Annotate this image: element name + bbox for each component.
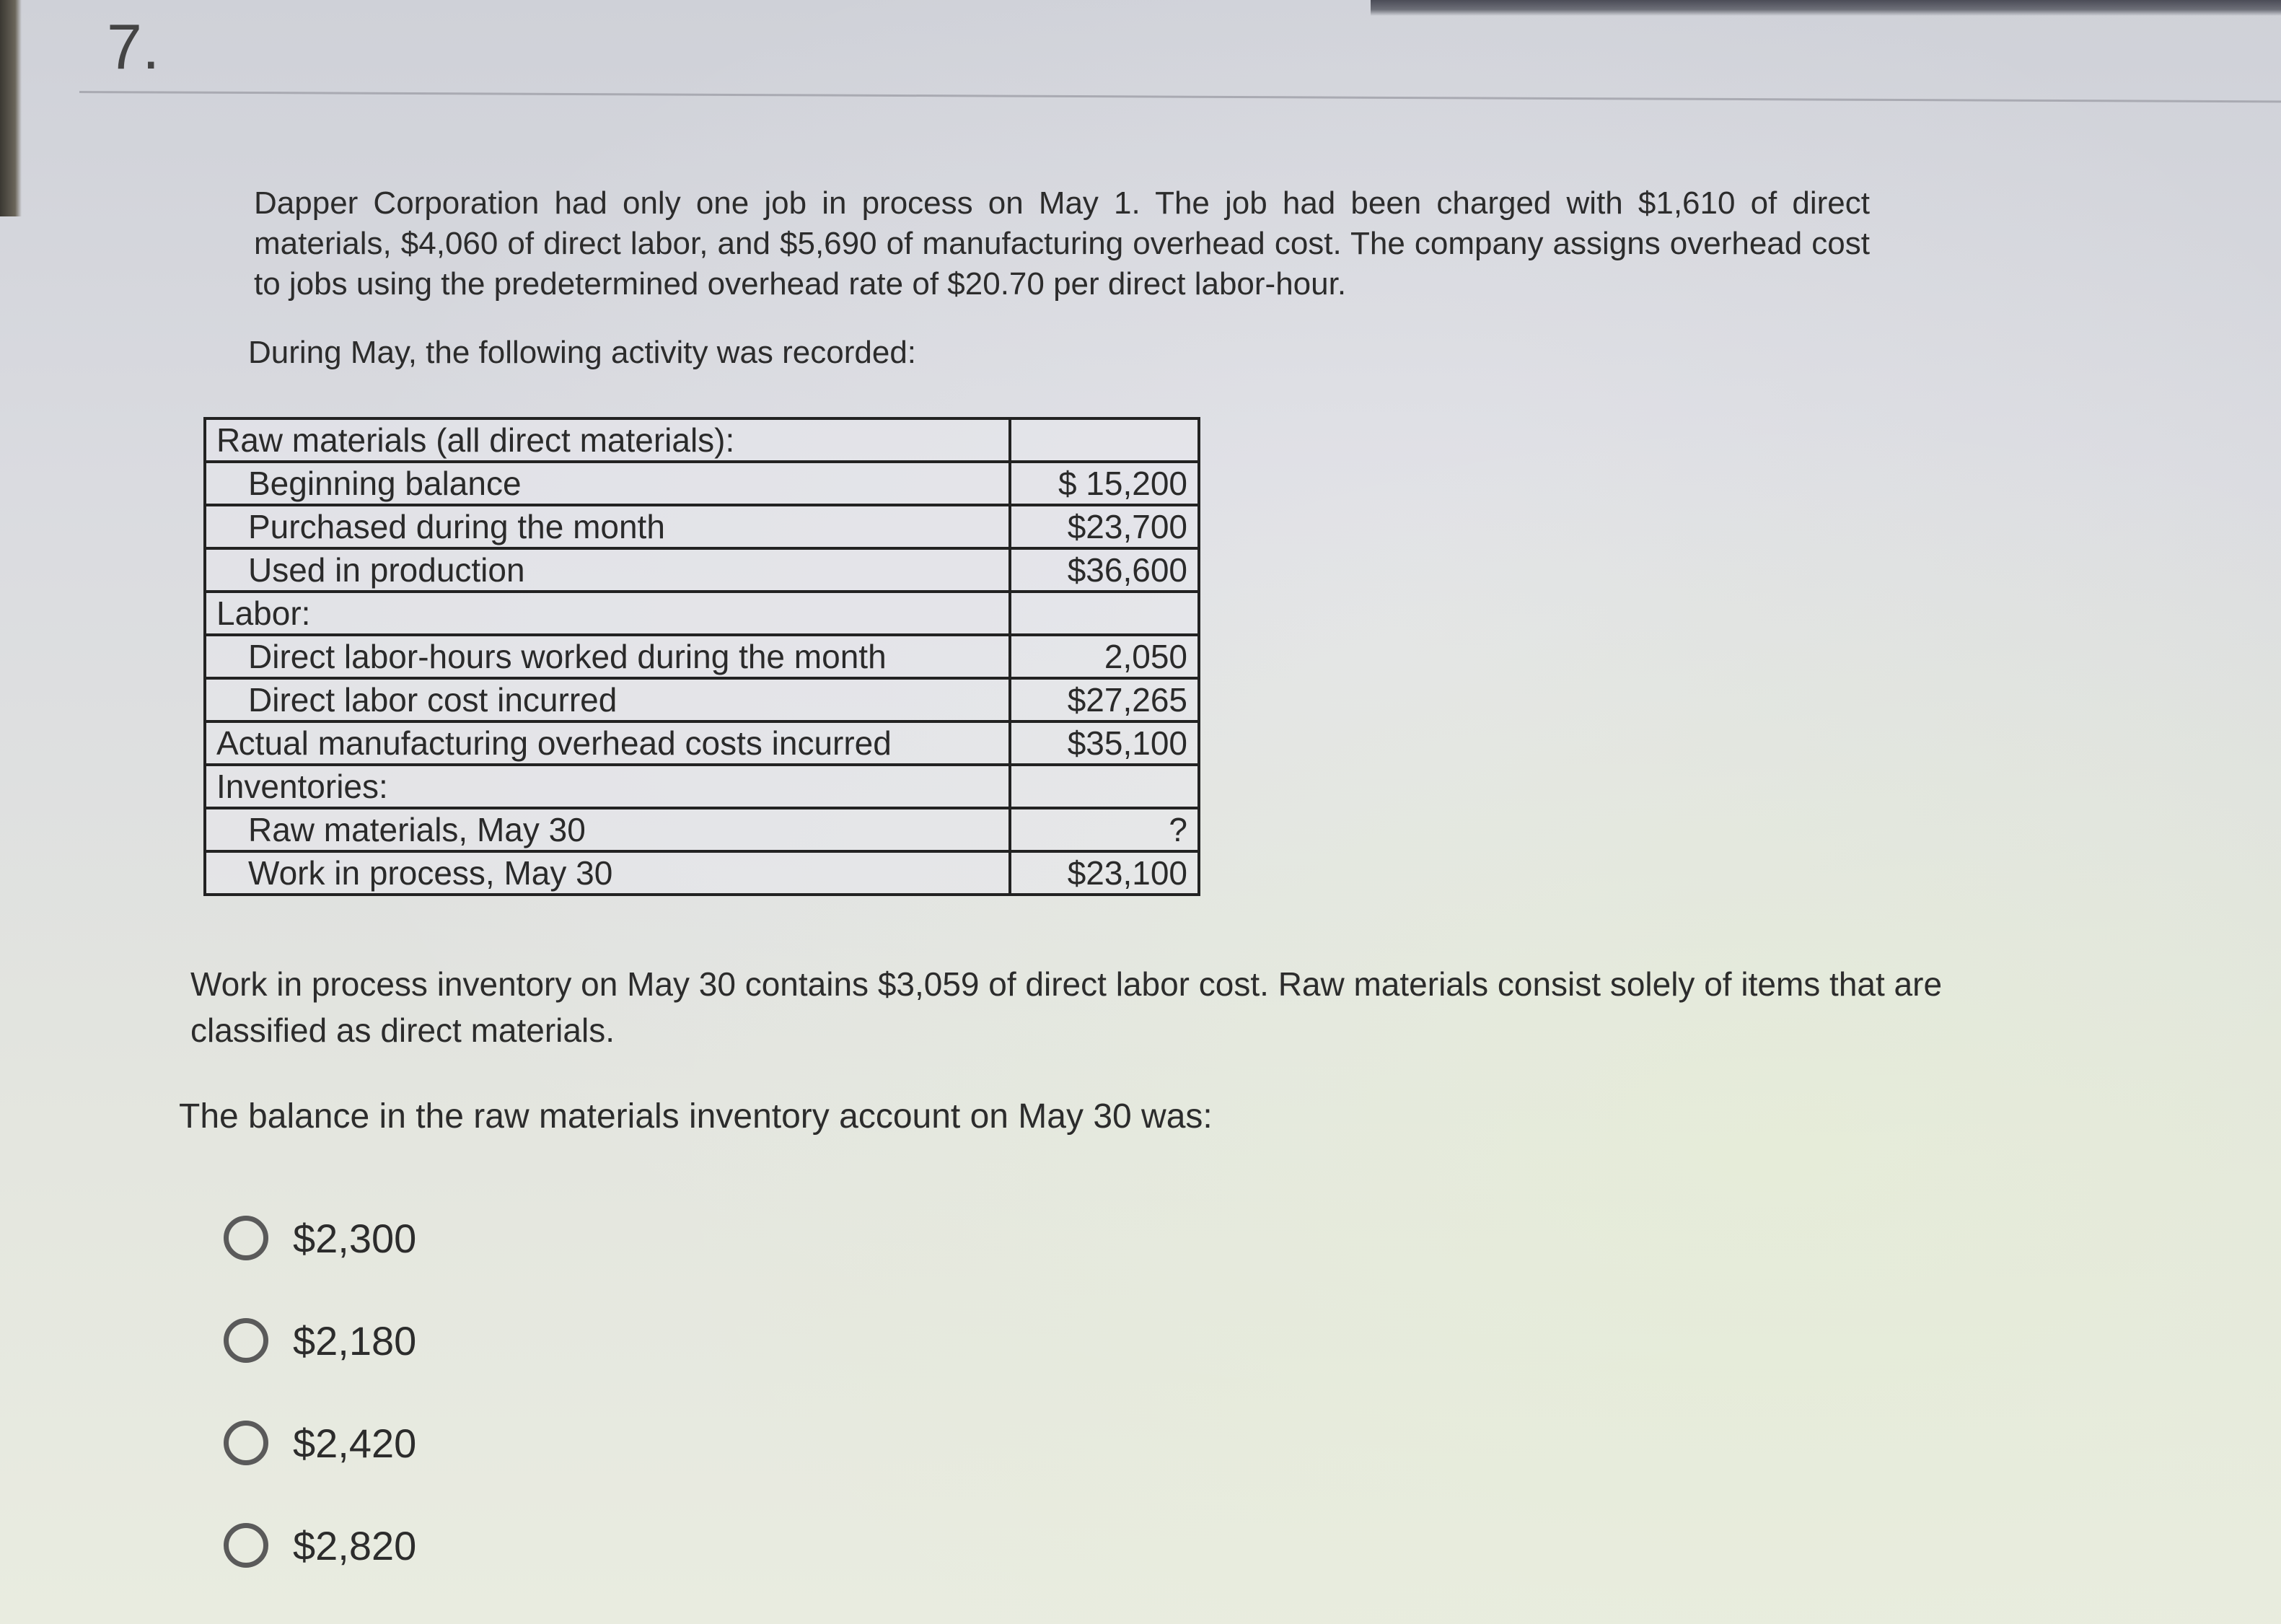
option-label[interactable]: $2,420: [293, 1420, 417, 1466]
row-value: ?: [1010, 808, 1199, 851]
activity-lead: During May, the following activity was recorded:: [248, 335, 917, 370]
table-row: [205, 678, 1199, 721]
row-label: Direct labor-hours worked during the month: [205, 635, 1010, 678]
row-value: [1010, 418, 1199, 462]
radio-button[interactable]: [224, 1318, 268, 1363]
row-label: Purchased during the month: [205, 505, 1010, 548]
table-row: [205, 548, 1199, 592]
answer-option[interactable]: [224, 1417, 416, 1469]
header-divider: [79, 91, 2281, 102]
row-value: 2,050: [1010, 635, 1199, 678]
table-row: [205, 851, 1199, 895]
question-note: Work in process inventory on May 30 contains $3,059 of direct labor cost. Raw materials consist solely of items that are classified as direct materials.: [190, 965, 1943, 1049]
answer-option[interactable]: [224, 1314, 416, 1366]
option-label[interactable]: $2,820: [293, 1522, 417, 1568]
radio-button[interactable]: [224, 1421, 268, 1465]
answer-option[interactable]: [224, 1212, 416, 1264]
screen-bezel-top: [1371, 0, 2281, 16]
row-label: Beginning balance: [205, 462, 1010, 505]
row-value: [1010, 765, 1199, 808]
answer-options: [224, 1212, 416, 1622]
table-row: [205, 765, 1199, 808]
question-number: 7.: [107, 11, 160, 82]
table-row: [205, 505, 1199, 548]
row-value: [1010, 592, 1199, 635]
row-value: $36,600: [1010, 548, 1199, 592]
row-label: Labor:: [205, 592, 1010, 635]
table-row: [205, 462, 1199, 505]
table-row: [205, 808, 1199, 851]
row-label: Raw materials (all direct materials):: [205, 418, 1010, 462]
question-intro: Dapper Corporation had only one job in process on May 1. The job had been charged with $1,610 of direct materials, $4,060 of direct labor, and $5,690 of manufacturing overhead cost. The company assigns overhead cost to jobs using the predetermined overhead rate of $20.70 per direct labor-hour.: [254, 185, 1870, 302]
table-row: [205, 592, 1199, 635]
row-value: $ 15,200: [1010, 462, 1199, 505]
row-label: Direct labor cost incurred: [205, 678, 1010, 721]
radio-button[interactable]: [224, 1523, 268, 1568]
answer-option[interactable]: [224, 1519, 416, 1571]
row-label: Actual manufacturing overhead costs incurred: [205, 721, 1010, 765]
row-label: Raw materials, May 30: [205, 808, 1010, 851]
row-label: Inventories:: [205, 765, 1010, 808]
option-label[interactable]: $2,300: [293, 1215, 417, 1261]
row-value: $27,265: [1010, 678, 1199, 721]
row-value: $23,100: [1010, 851, 1199, 895]
table-row: [205, 418, 1199, 462]
row-value: $23,700: [1010, 505, 1199, 548]
table-row: [205, 635, 1199, 678]
row-label: Work in process, May 30: [205, 851, 1010, 895]
screen-bezel-left: [0, 0, 22, 216]
activity-table: [203, 417, 1200, 896]
row-value: $35,100: [1010, 721, 1199, 765]
row-label: Used in production: [205, 548, 1010, 592]
radio-button[interactable]: [224, 1216, 268, 1260]
option-label[interactable]: $2,180: [293, 1317, 417, 1364]
question-prompt: The balance in the raw materials inventory account on May 30 was:: [179, 1097, 1213, 1136]
table-row: [205, 721, 1199, 765]
